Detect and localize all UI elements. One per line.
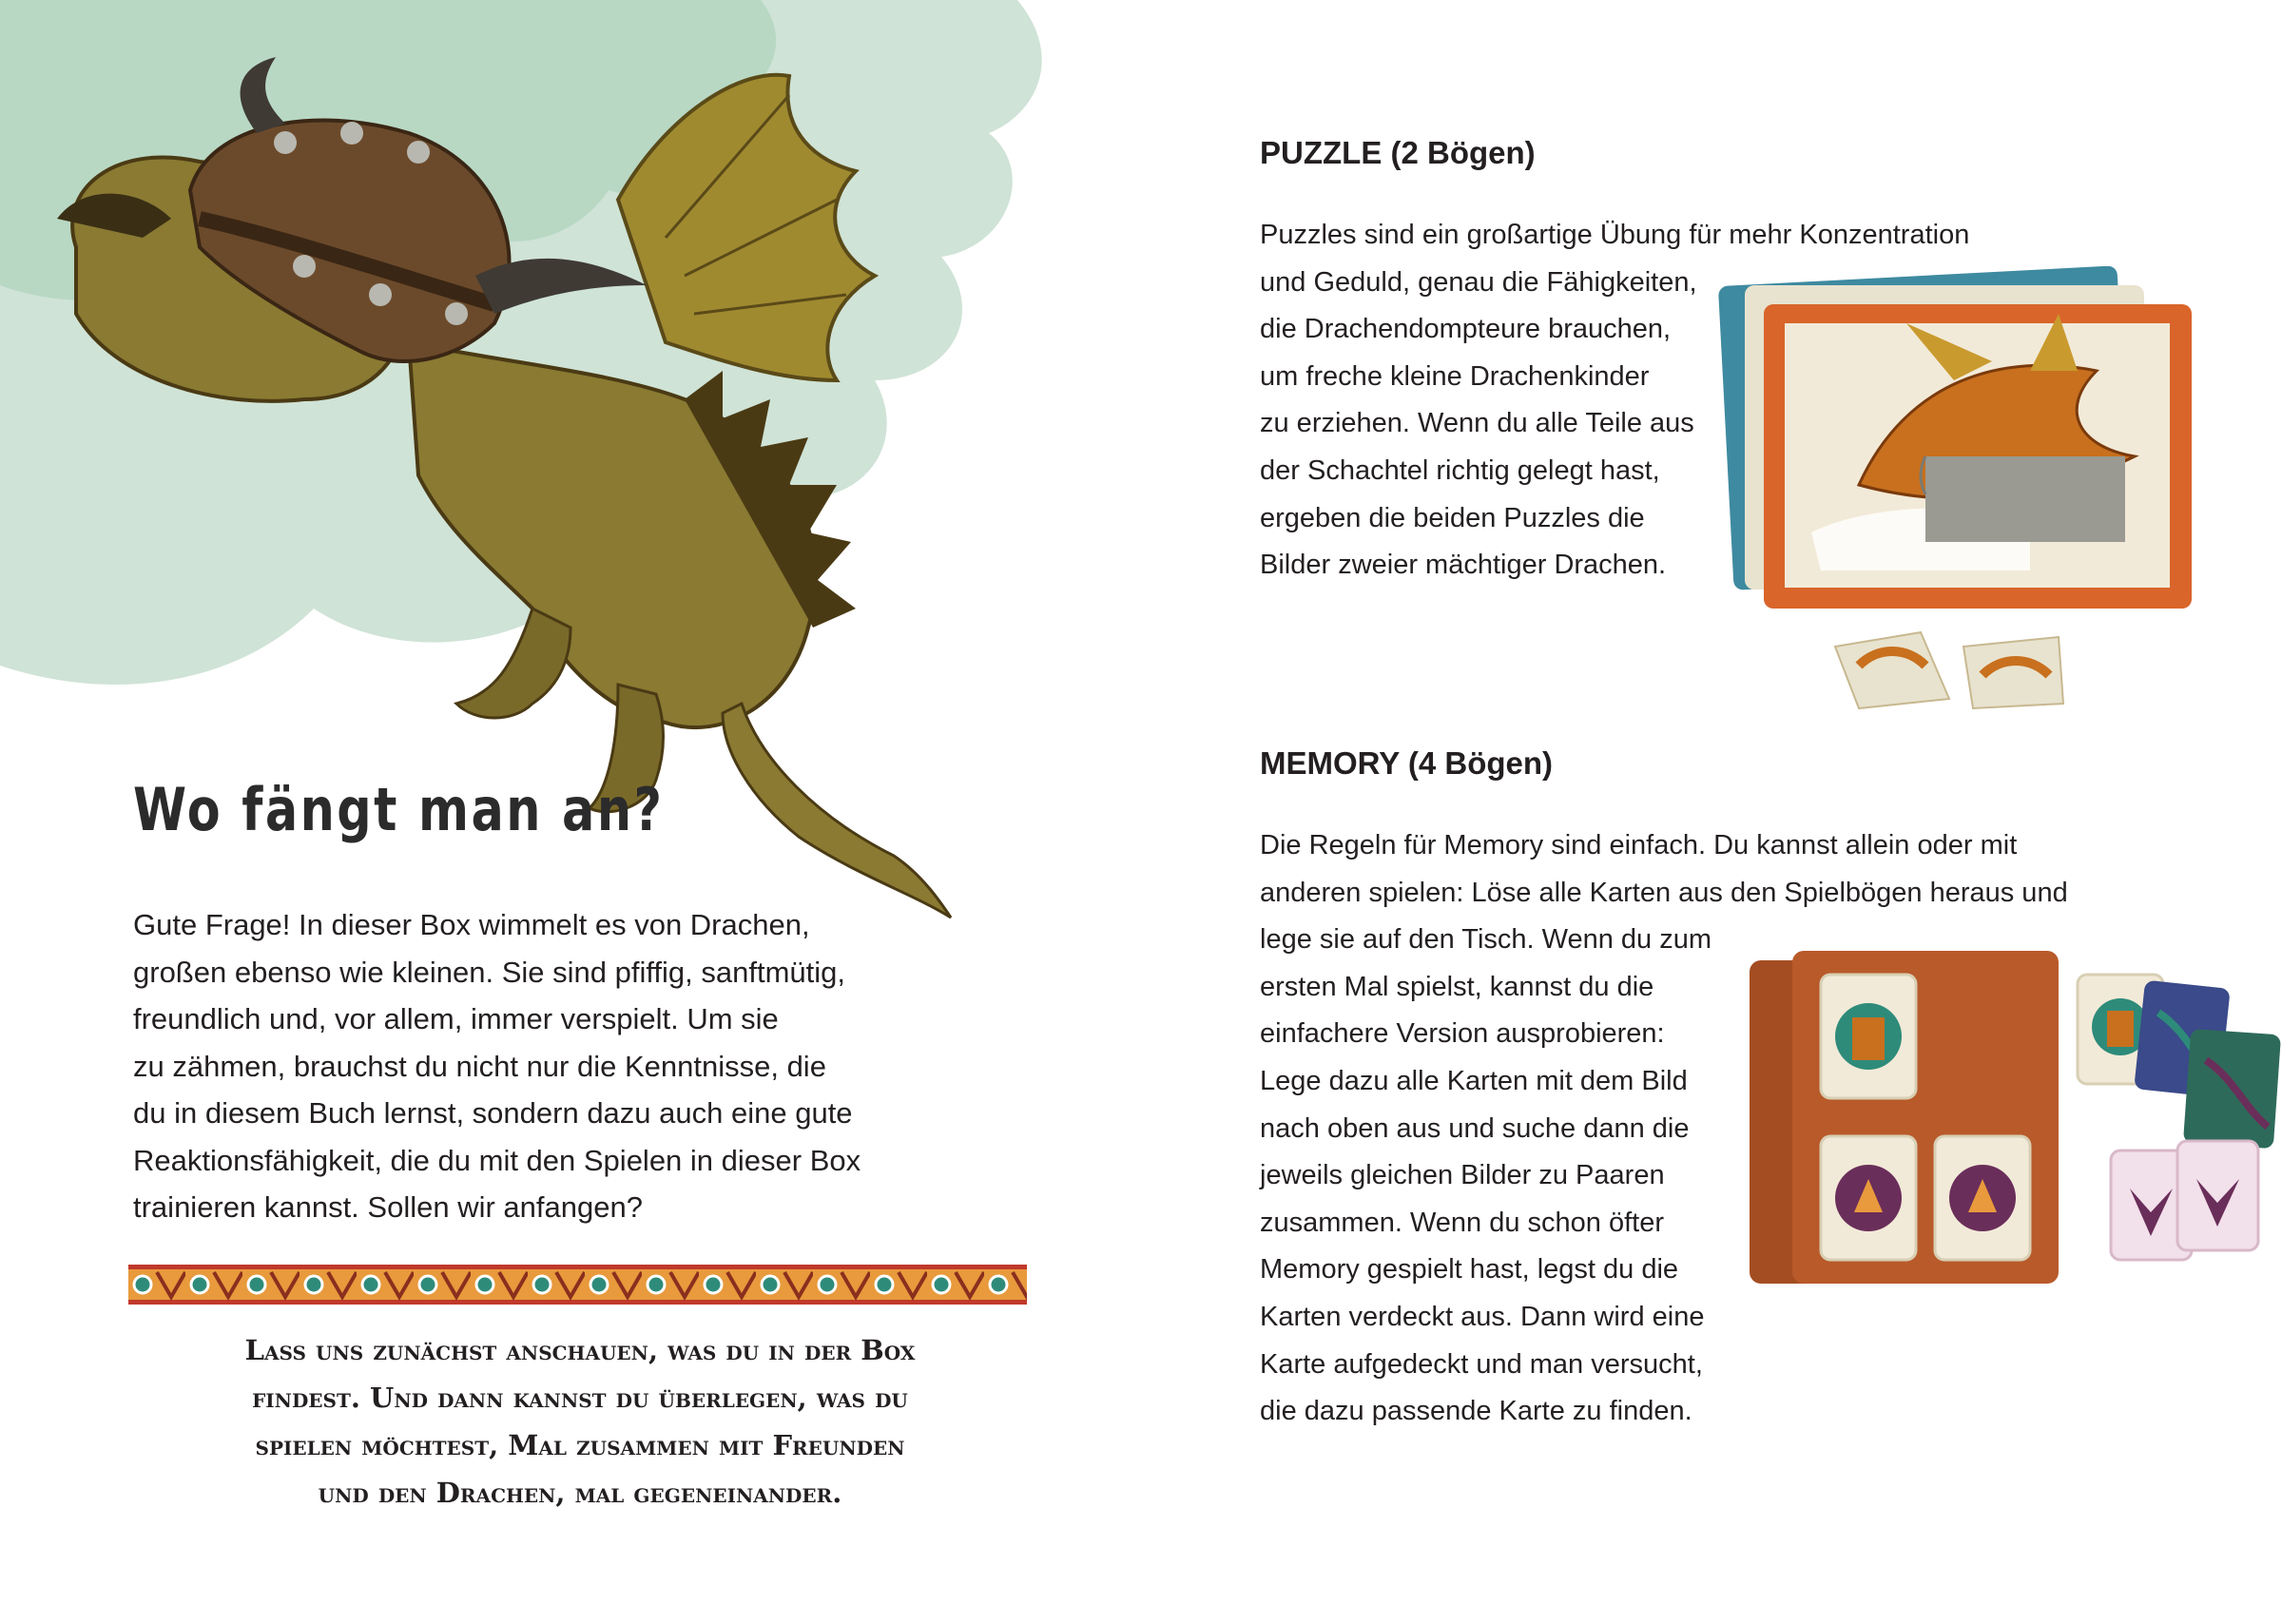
memory-line: jeweils gleichen Bilder zu Paaren xyxy=(1260,1160,1665,1191)
puzzle-line: die Drachendompteure brauchen, xyxy=(1260,314,1672,345)
puzzle-line: der Schachtel richtig gelegt hast, xyxy=(1260,454,1660,486)
memory-line: Lege dazu alle Karten mit dem Bild xyxy=(1260,1065,1688,1096)
page-heading: Wo fängt man an? xyxy=(133,775,665,844)
callout-line: spielen möchtest, Mal zusammen mit Freunden xyxy=(255,1429,905,1461)
puzzle-line: Bilder zweier mächtiger Drachen. xyxy=(1260,550,1667,581)
intro-line: trainieren kannst. Sollen wir anfangen? xyxy=(133,1190,643,1224)
callout-text xyxy=(143,1326,1017,1517)
puzzle-line: ergeben die beiden Puzzles die xyxy=(1260,502,1645,533)
puzzle-product-icon xyxy=(1716,266,2249,713)
memory-line: nach oben aus und suche dann die xyxy=(1260,1112,1690,1144)
intro-line: großen ebenso wie kleinen. Sie sind pfiffig, sanftmütig, xyxy=(133,955,846,989)
callout-line: und den Drachen, mal gegeneinander. xyxy=(318,1477,842,1509)
memory-line: lege sie auf den Tisch. Wenn du zum xyxy=(1260,924,1712,956)
puzzle-line: Puzzles sind ein großartige Übung für mehr Konzentration xyxy=(1260,220,1970,250)
memory-title: MEMORY (4 Bögen) xyxy=(1260,745,1554,781)
intro-line: Reaktionsfähigkeit, die du mit den Spielen in dieser Box xyxy=(133,1143,861,1177)
puzzle-title: PUZZLE (2 Bögen) xyxy=(1260,135,1536,170)
memory-line: anderen spielen: Löse alle Karten aus den Spielbögen heraus und xyxy=(1260,877,2068,908)
callout-line: Lass uns zunächst anschauen, was du in der Box xyxy=(244,1334,916,1366)
memory-line: Karte aufgedeckt und man versucht, xyxy=(1260,1348,1703,1380)
memory-line: Karten verdeckt aus. Dann wird eine xyxy=(1260,1301,1705,1332)
memory-line: die dazu passende Karte zu finden. xyxy=(1260,1396,1692,1427)
memory-line: ersten Mal spielst, kannst du die xyxy=(1260,971,1654,1002)
intro-line: Gute Frage! In dieser Box wimmelt es von Drachen, xyxy=(133,908,810,941)
puzzle-line: zu erziehen. Wenn du alle Teile aus xyxy=(1260,408,1694,439)
memory-cards-icon xyxy=(1740,946,2282,1288)
ornamental-border-icon xyxy=(128,1265,1027,1305)
intro-line: zu zähmen, brauchst du nicht nur die Kenntnisse, die xyxy=(133,1049,826,1083)
puzzle-line: und Geduld, genau die Fähigkeiten, xyxy=(1260,266,1697,298)
intro-paragraph xyxy=(133,901,970,1231)
puzzle-line: um freche kleine Drachenkinder xyxy=(1260,360,1650,392)
memory-line: Memory gespielt hast, legst du die xyxy=(1260,1254,1679,1286)
memory-line: einfachere Version ausprobieren: xyxy=(1260,1018,1665,1050)
intro-line: freundlich und, vor allem, immer verspielt. Um sie xyxy=(133,1002,779,1035)
memory-line: Die Regeln für Memory sind einfach. Du kannst allein oder mit xyxy=(1260,830,2018,860)
callout-line: findest. Und dann kannst du überlegen, was du xyxy=(252,1382,908,1414)
right-page xyxy=(1141,0,2282,1624)
memory-line: zusammen. Wenn du schon öfter xyxy=(1260,1207,1665,1238)
intro-line: du in diesem Buch lernst, sondern dazu auch eine gute xyxy=(133,1096,853,1130)
